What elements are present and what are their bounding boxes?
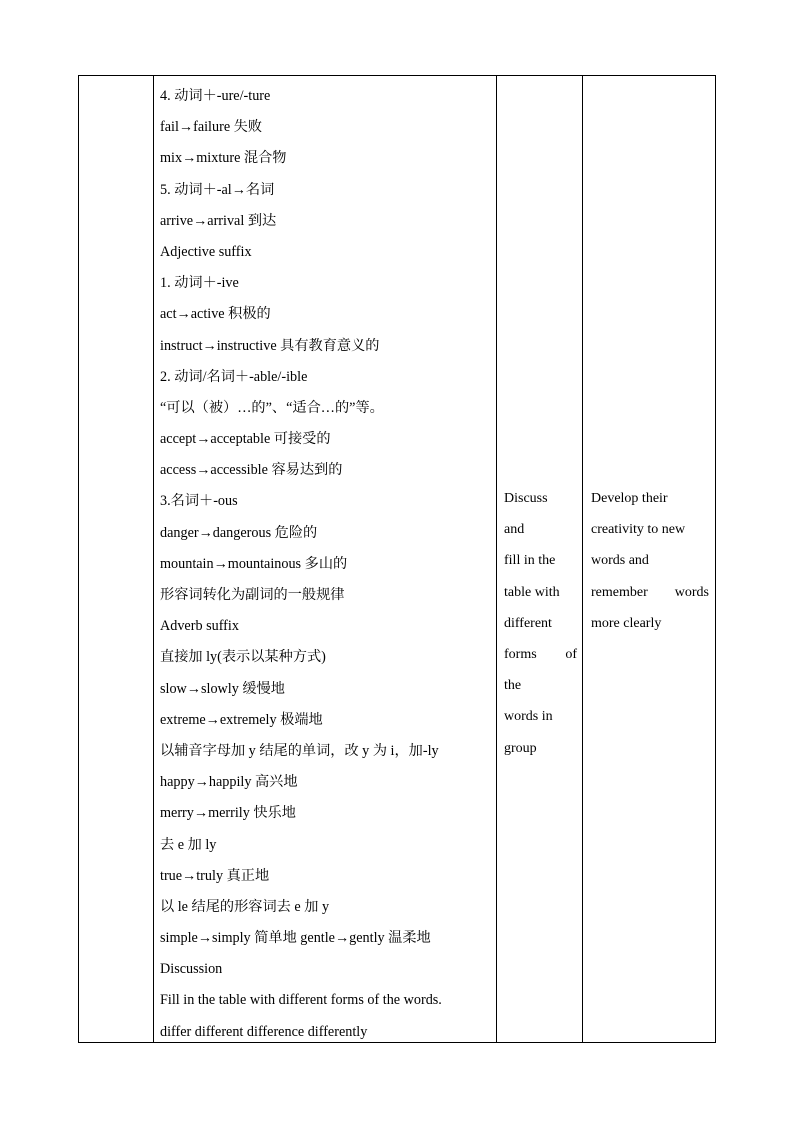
content-line-list bbox=[160, 81, 492, 1048]
purpose-line: Develop their bbox=[591, 491, 668, 506]
activity-line: table with bbox=[504, 584, 560, 600]
activity-line: Discuss bbox=[504, 491, 548, 506]
content-line: 5. 动词＋-al→名词 bbox=[160, 181, 275, 198]
content-line: slow→slowly 缓慢地 bbox=[160, 680, 285, 697]
content-line: 4. 动词＋-ure/-ture bbox=[160, 88, 271, 104]
purpose-line: creativity to new bbox=[591, 522, 686, 538]
content-line: 以 le 结尾的形容词去 e 加 y bbox=[160, 898, 330, 915]
content-line: arrive→arrival 到达 bbox=[160, 212, 277, 229]
content-line: “可以（被）…的”、“适合…的”等。 bbox=[160, 399, 384, 416]
content-line: 直接加 ly(表示以某种方式) bbox=[160, 649, 326, 666]
content-line: merry→merrily 快乐地 bbox=[160, 805, 296, 822]
content-line: extreme→extremely 极端地 bbox=[160, 711, 323, 728]
table-column-content bbox=[154, 76, 497, 1042]
purpose-line: words and bbox=[591, 553, 649, 569]
content-line: simple→simply 简单地 gentle→gently 温柔地 bbox=[160, 930, 431, 947]
content-line: Fill in the table with different forms of the words. bbox=[160, 992, 442, 1009]
content-line: Adverb suffix bbox=[160, 618, 239, 635]
content-line: Adjective suffix bbox=[160, 243, 252, 260]
table-column-activity bbox=[497, 76, 583, 1042]
content-line: 2. 动词/名词＋-able/-ible bbox=[160, 368, 308, 385]
content-line: 1. 动词＋-ive bbox=[160, 275, 239, 292]
content-line: instruct→instructive 具有教育意义的 bbox=[160, 337, 380, 354]
activity-line: forms of bbox=[504, 646, 577, 662]
content-line: happy→happily 高兴地 bbox=[160, 774, 298, 791]
content-line: Discussion bbox=[160, 961, 223, 978]
activity-line: and bbox=[504, 522, 525, 538]
content-line: mix→mixture 混合物 bbox=[160, 150, 287, 167]
content-line: 3.名词＋-ous bbox=[160, 493, 238, 510]
content-line: danger→dangerous 危险的 bbox=[160, 524, 318, 541]
content-line: fail→failure 失败 bbox=[160, 119, 263, 136]
activity-line: group bbox=[504, 740, 537, 756]
content-line: mountain→mountainous 多山的 bbox=[160, 555, 348, 572]
purpose-line: more clearly bbox=[591, 615, 662, 631]
content-line: true→truly 真正地 bbox=[160, 867, 270, 884]
content-line: access→accessible 容易达到的 bbox=[160, 462, 343, 479]
activity-line-list bbox=[504, 483, 577, 764]
purpose-line: remember words bbox=[591, 584, 709, 600]
purpose-line-list bbox=[591, 483, 709, 639]
content-line: act→active 积极的 bbox=[160, 306, 271, 323]
activity-line: fill in the bbox=[504, 553, 556, 569]
table-column-blank bbox=[79, 76, 154, 1042]
activity-line: the bbox=[504, 678, 522, 694]
activity-line: words in bbox=[504, 709, 553, 725]
content-line: accept→acceptable 可接受的 bbox=[160, 431, 331, 448]
content-line: 去 e 加 ly bbox=[160, 836, 217, 853]
table-column-purpose bbox=[583, 76, 715, 1042]
activity-line: different bbox=[504, 615, 552, 631]
content-line: 形容词转化为副词的一般规律 bbox=[160, 587, 345, 603]
lesson-table bbox=[78, 75, 716, 1043]
content-line: 以辅音字母加 y 结尾的单词，改 y 为 i，加-ly bbox=[160, 742, 439, 759]
content-line: differ different difference differently bbox=[160, 1023, 368, 1040]
